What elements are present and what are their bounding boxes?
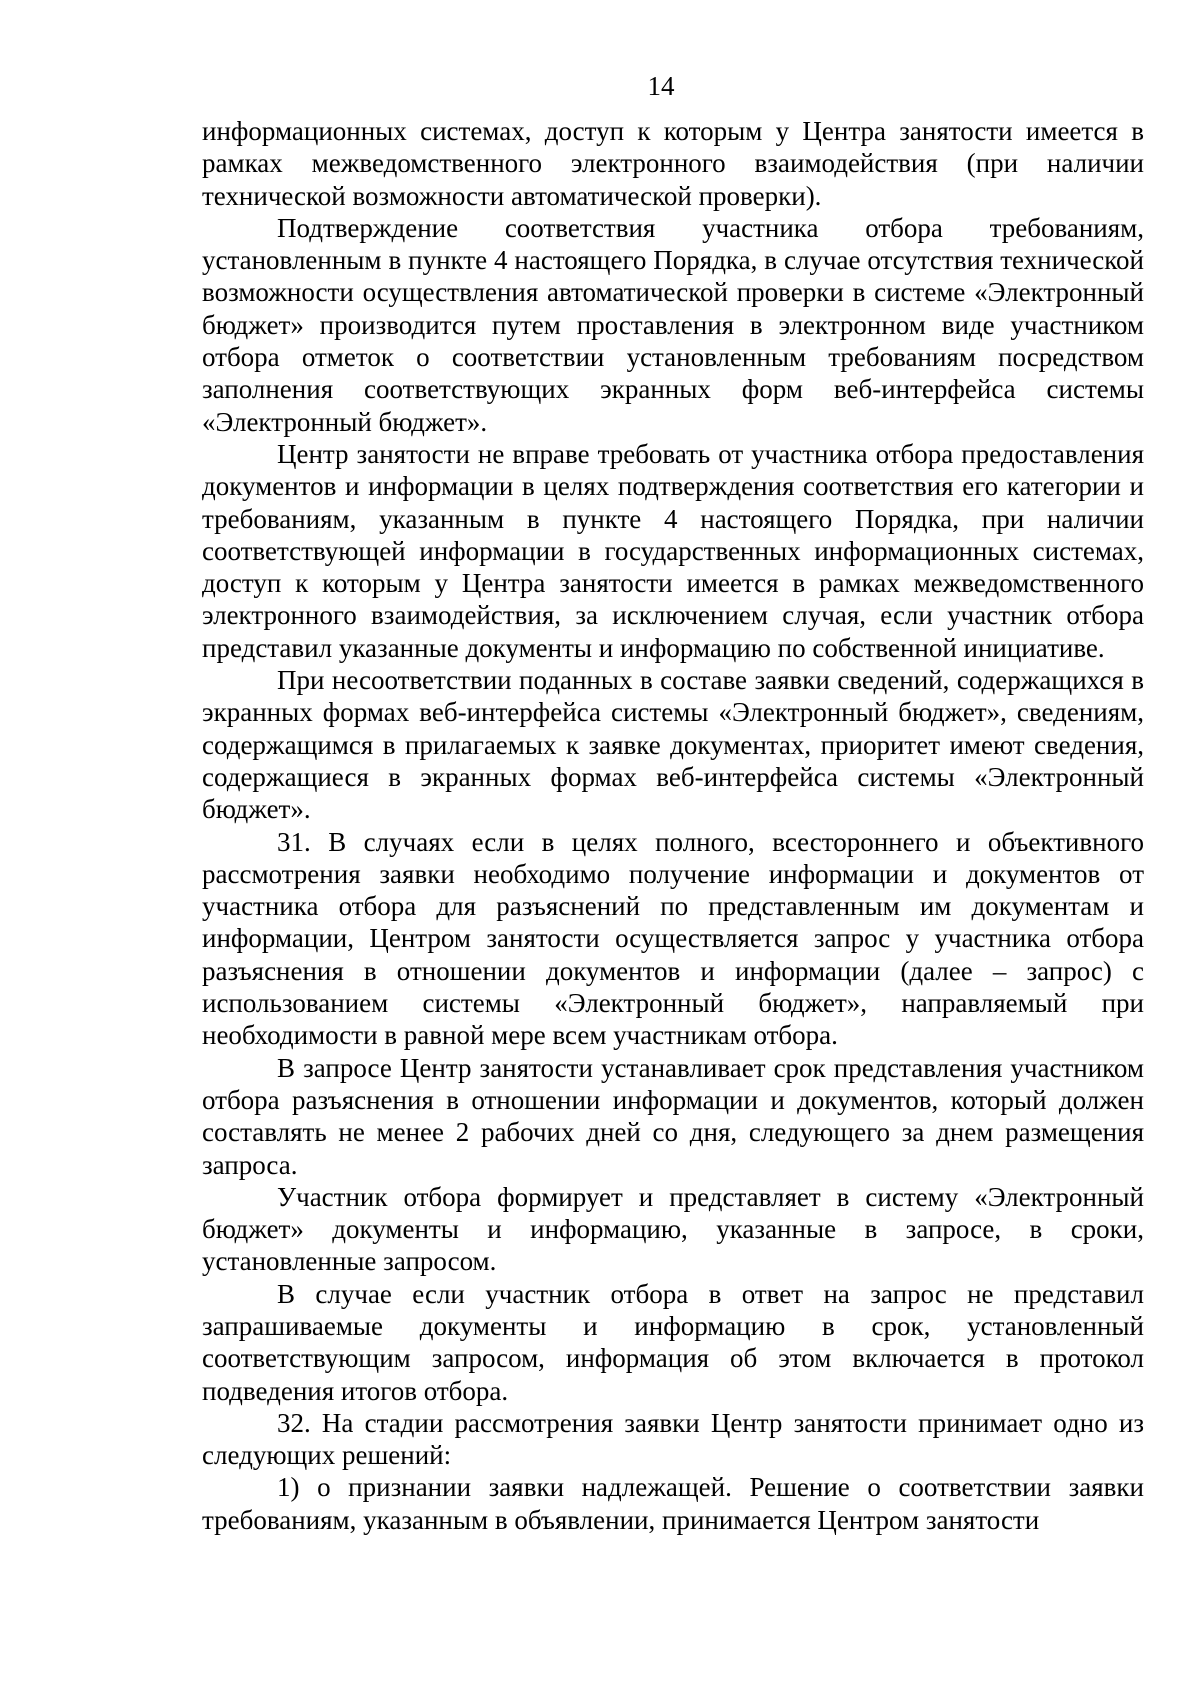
paragraph: информационных системах, доступ к которым у Центра занятости имеется в рамках межведомственного электронного взаимодействия (при наличии технической возможности автоматической проверки). xyxy=(202,116,1144,211)
paragraph: Центр занятости не вправе требовать от участника отбора предоставления документов и информации в целях подтверждения соответствия его категории и требованиям, указанным в пункте 4 настоящего Порядка, при наличии соответствующей информации в государственных информационных системах, доступ к которым у Центра занятости имеется в рамках межведомственного электронного взаимодействия, за исключением случая, если участник отбора представил указанные документы и информацию по собственной инициативе. xyxy=(202,438,1144,663)
paragraph: В запросе Центр занятости устанавливает срок представления участником отбора разъяснения в отношении информации и документов, который должен составлять не менее 2 рабочих дней со дня, следующего за днем размещения запроса. xyxy=(202,1052,1144,1180)
paragraph: 31. В случаях если в целях полного, всестороннего и объективного рассмотрения заявки необходимо получение информации и документов от участника отбора для разъяснений по представленным им документам и информации, Центром занятости осуществляется запрос у участника отбора разъяснения в отношении документов и информации (далее – запрос) с использованием системы «Электронный бюджет», направляемый при необходимости в равной мере всем участникам отбора. xyxy=(202,826,1144,1051)
paragraph: Участник отбора формирует и представляет в систему «Электронный бюджет» документы и информацию, указанные в запросе, в сроки, установленные запросом. xyxy=(202,1181,1144,1277)
paragraph: 32. На стадии рассмотрения заявки Центр занятости принимает одно из следующих решений: xyxy=(202,1407,1144,1471)
paragraph: При несоответствии поданных в составе заявки сведений, содержащихся в экранных формах веб-интерфейса системы «Электронный бюджет», сведениям, содержащимся в прилагаемых к заявке документах, приоритет имеют сведения, содержащиеся в экранных формах веб-интерфейса системы «Электронный бюджет». xyxy=(202,665,1144,825)
document-body xyxy=(202,115,1144,1536)
paragraph: 1) о признании заявки надлежащей. Решение о соответствии заявки требованиям, указанным в объявлении, принимается Центром занятости xyxy=(202,1472,1144,1535)
page-number: 14 xyxy=(647,71,675,101)
paragraph: В случае если участник отбора в ответ на запрос не представил запрашиваемые документы и информацию в срок, установленный соответствующим запросом, информация об этом включается в протокол подведения итогов отбора. xyxy=(202,1278,1144,1406)
paragraph: Подтверждение соответствия участника отбора требованиям, установленным в пункте 4 настоящего Порядка, в случае отсутствия технической возможности осуществления автоматической проверки в системе «Электронный бюджет» производится путем проставления в электронном виде участником отбора отметок о соответствии установленным требованиям посредством заполнения соответствующих экранных форм веб-интерфейса системы «Электронный бюджет». xyxy=(202,212,1144,437)
